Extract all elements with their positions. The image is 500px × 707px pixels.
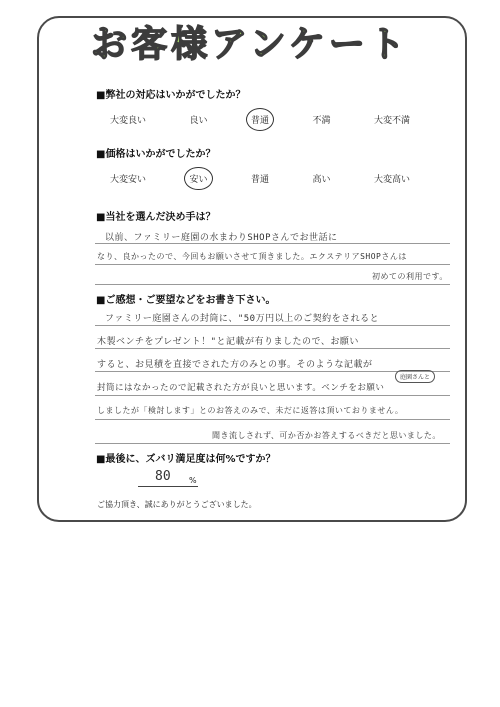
answer-comment-line-5: しましたが「検討します」とのお答えのみで、未だに返答は頂いておりません。 [97,406,404,415]
answer-deciding-line-1: 以前、ファミリー庭園の水まわりSHOPさんでお世話に [105,233,338,243]
question-deciding-factor: ■当社を選んだ決め手は？ [96,212,216,223]
price-options [110,172,410,185]
ruled-line [95,284,450,285]
option-dissatisfied[interactable]: 不満 [312,116,331,126]
question-service: ■弊社の対応はいかがでしたか？ [96,90,246,101]
option-cheap-selected[interactable]: 安い [189,172,207,185]
option-good[interactable]: 良い [189,116,208,126]
question-satisfaction: ■最後に、ズバリ満足度は何%ですか？ [96,454,276,465]
ruled-line [95,443,450,444]
ruled-line [95,395,450,396]
question-comments: ■ご感想・ご要望などをお書き下さい。 [96,295,276,306]
answer-deciding-line-3: 初めての利用です。 [372,272,448,281]
survey-title: お客様アンケート [91,24,409,65]
option-very-good[interactable]: 大変良い [110,116,147,126]
handwritten-note: 庭園さんと [395,370,435,383]
option-very-expensive[interactable]: 大変高い [373,175,410,185]
answer-comment-line-3: すると、お見積を直接でされた方のみとの事。そのような記載が [97,360,373,370]
satisfaction-value: 80 [155,469,171,484]
answer-comment-line-1: ファミリー庭園さんの封筒に、"50万円以上のご契約をされると [105,314,380,324]
answer-comment-line-6: 聞き流しされず、可か否かお答えするべきだと思いました。 [212,431,441,440]
option-expensive[interactable]: 高い [312,175,331,185]
option-normal-selected[interactable]: 普通 [251,113,269,126]
question-price: ■価格はいかがでしたか？ [96,149,216,160]
ruled-line [95,325,450,326]
ruled-line [95,348,450,349]
thank-you-footer: ご協力頂き、誠にありがとうございました。 [97,500,257,509]
percent-unit: % [189,476,197,485]
answer-comment-line-2: 木製ベンチをプレゼント！"と記載が有りましたので、お願い [97,337,359,347]
ruled-line [95,419,450,420]
answer-deciding-line-2: なり、良かったので、今回もお願いさせて頂きました。エクステリアSHOPさんは [97,252,407,261]
ruled-line [95,243,450,244]
answer-comment-line-4: 封筒にはなかったので記載された方が良いと思います。ベンチをお願い [97,383,385,393]
ruled-line [95,264,450,265]
service-options [110,113,410,126]
satisfaction-underline [138,486,198,487]
option-very-dissatisfied[interactable]: 大変不満 [373,116,410,126]
option-very-cheap[interactable]: 大変安い [110,175,147,185]
option-price-normal[interactable]: 普通 [250,175,269,185]
